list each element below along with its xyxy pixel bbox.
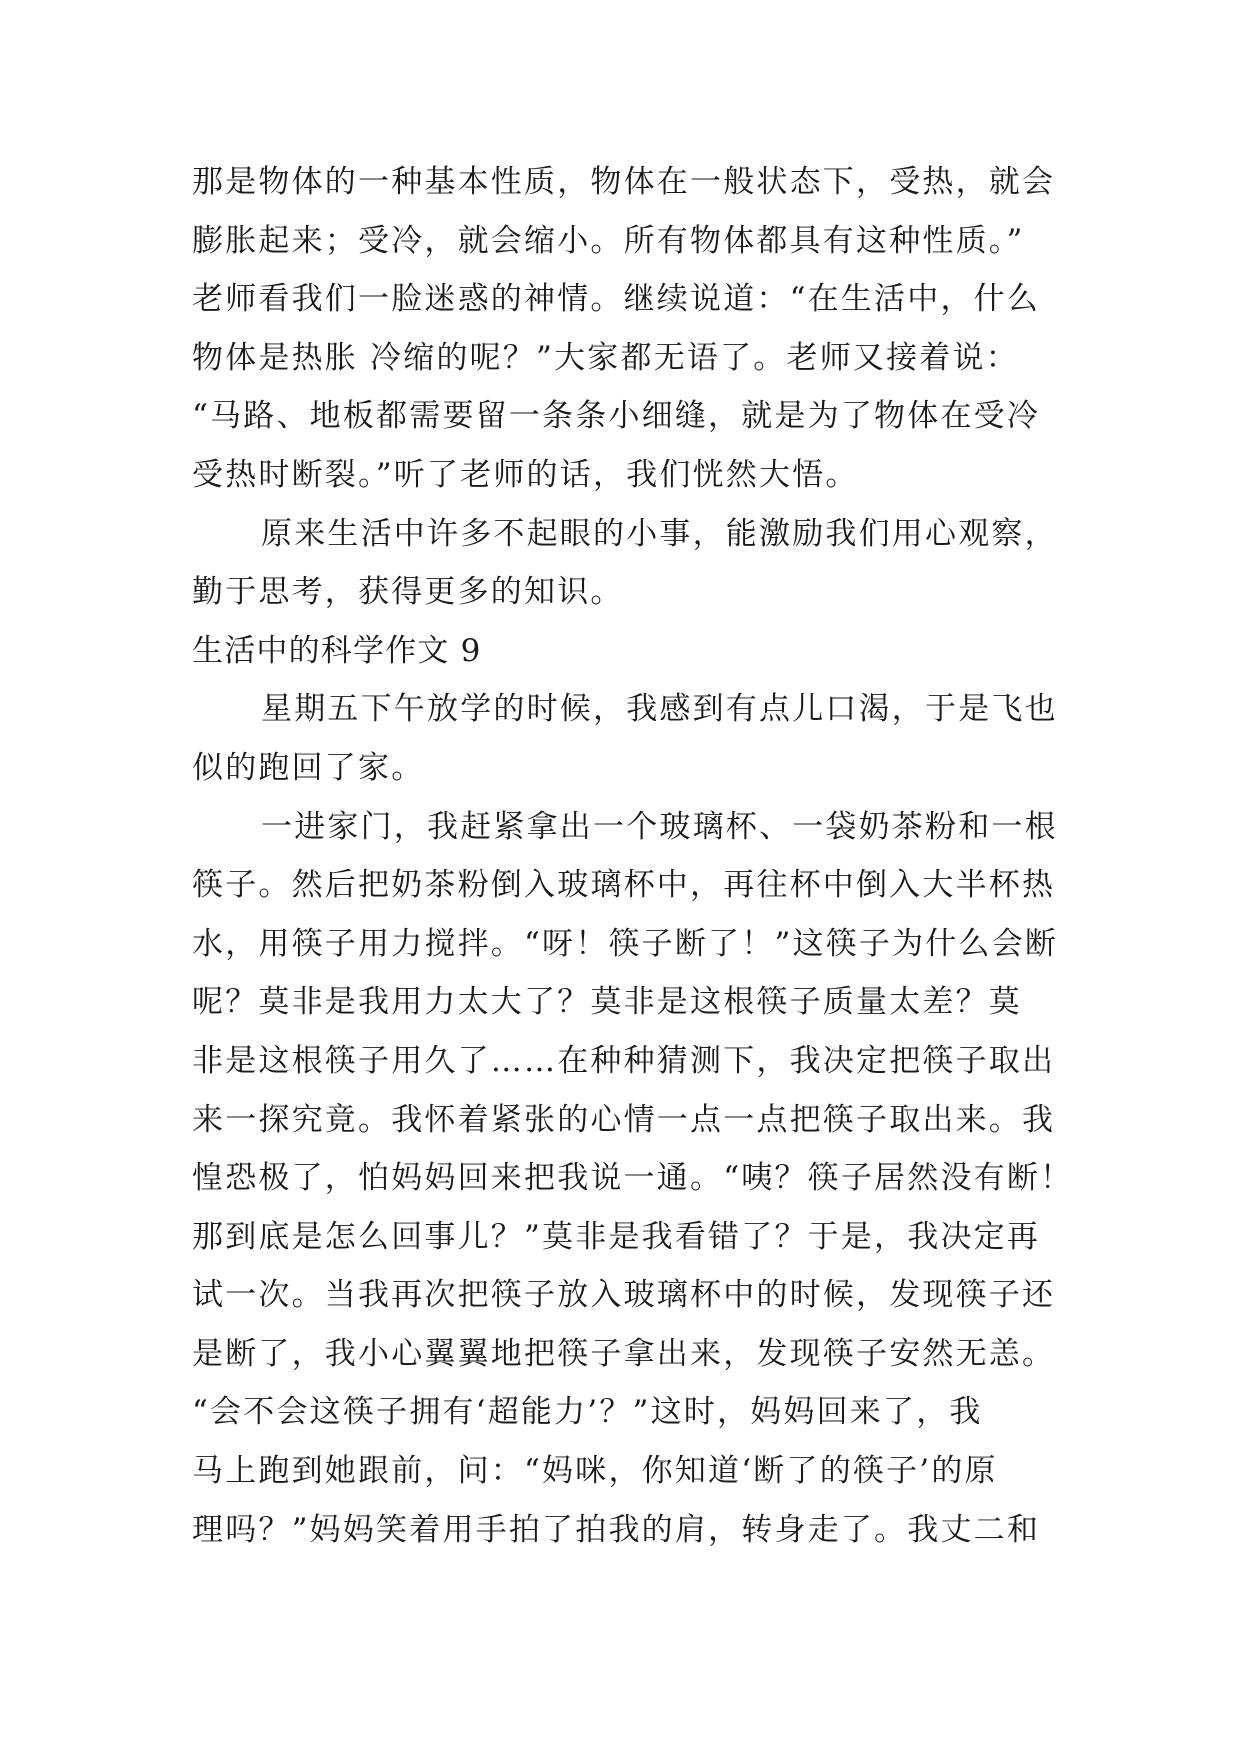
text-line: 水，用筷子用力搅拌。“呀！筷子断了！”这筷子为什么会断 <box>192 925 1059 962</box>
text-line: 似的跑回了家。 <box>192 749 425 786</box>
text-line: 老师看我们一脸迷惑的神情。继续说道：“在生活中，什么 <box>192 281 1041 318</box>
text-line: 是断了，我小心翼翼地把筷子拿出来，发现筷子安然无恙。 <box>192 1335 1056 1372</box>
text-line: 来一探究竟。我怀着紧张的心情一点一点把筷子取出来。我 <box>192 1101 1056 1138</box>
text-line: 筷子。然后把奶茶粉倒入玻璃杯中，再往杯中倒入大半杯热 <box>192 867 1056 904</box>
text-line: “会不会这筷子拥有‘超能力’？”这时，妈妈回来了，我 <box>192 1394 983 1431</box>
text-line: 物体是热胀 冷缩的呢？”大家都无语了。老师又接着说： <box>192 339 1019 376</box>
text-line: 呢？莫非是我用力太大了？莫非是这根筷子质量太差？莫 <box>192 984 1022 1021</box>
text-line: 马上跑到她跟前，问：“妈咪，你知道‘断了的筷子’的原 <box>192 1453 998 1490</box>
text-line: 惶恐极了，怕妈妈回来把我说一通。“咦？筷子居然没有断！ <box>192 1160 1074 1197</box>
paragraph-first-line: 一进家门，我赶紧拿出一个玻璃杯、一袋奶茶粉和一根 <box>261 808 1058 845</box>
section-heading: 生活中的科学作文 9 <box>192 632 482 669</box>
text-line: 那到底是怎么回事儿？”莫非是我看错了？于是，我决定再 <box>192 1218 1041 1255</box>
text-line: “马路、地板都需要留一条条小细缝，就是为了物体在受冷 <box>192 398 1041 435</box>
text-line: 理吗？”妈妈笑着用手拍了拍我的肩，转身走了。我丈二和 <box>192 1511 1041 1548</box>
text-line: 勤于思考，获得更多的知识。 <box>192 574 624 611</box>
text-line: 受热时断裂。”听了老师的话，我们恍然大悟。 <box>192 456 859 493</box>
document-body <box>192 153 1074 1559</box>
text-line: 非是这根筷子用久了……在种种猜测下，我决定把筷子取出 <box>192 1042 1056 1079</box>
text-line: 膨胀起来；受冷，就会缩小。所有物体都具有这种性质。” <box>192 222 1025 259</box>
paragraph-first-line: 原来生活中许多不起眼的小事，能激励我们用心观察， <box>261 515 1058 552</box>
text-line: 试一次。当我再次把筷子放入玻璃杯中的时候，发现筷子还 <box>192 1277 1056 1314</box>
text-line: 那是物体的一种基本性质，物体在一般状态下，受热，就会 <box>192 164 1056 200</box>
paragraph-first-line: 星期五下午放学的时候，我感到有点儿口渴，于是飞也 <box>261 691 1058 728</box>
